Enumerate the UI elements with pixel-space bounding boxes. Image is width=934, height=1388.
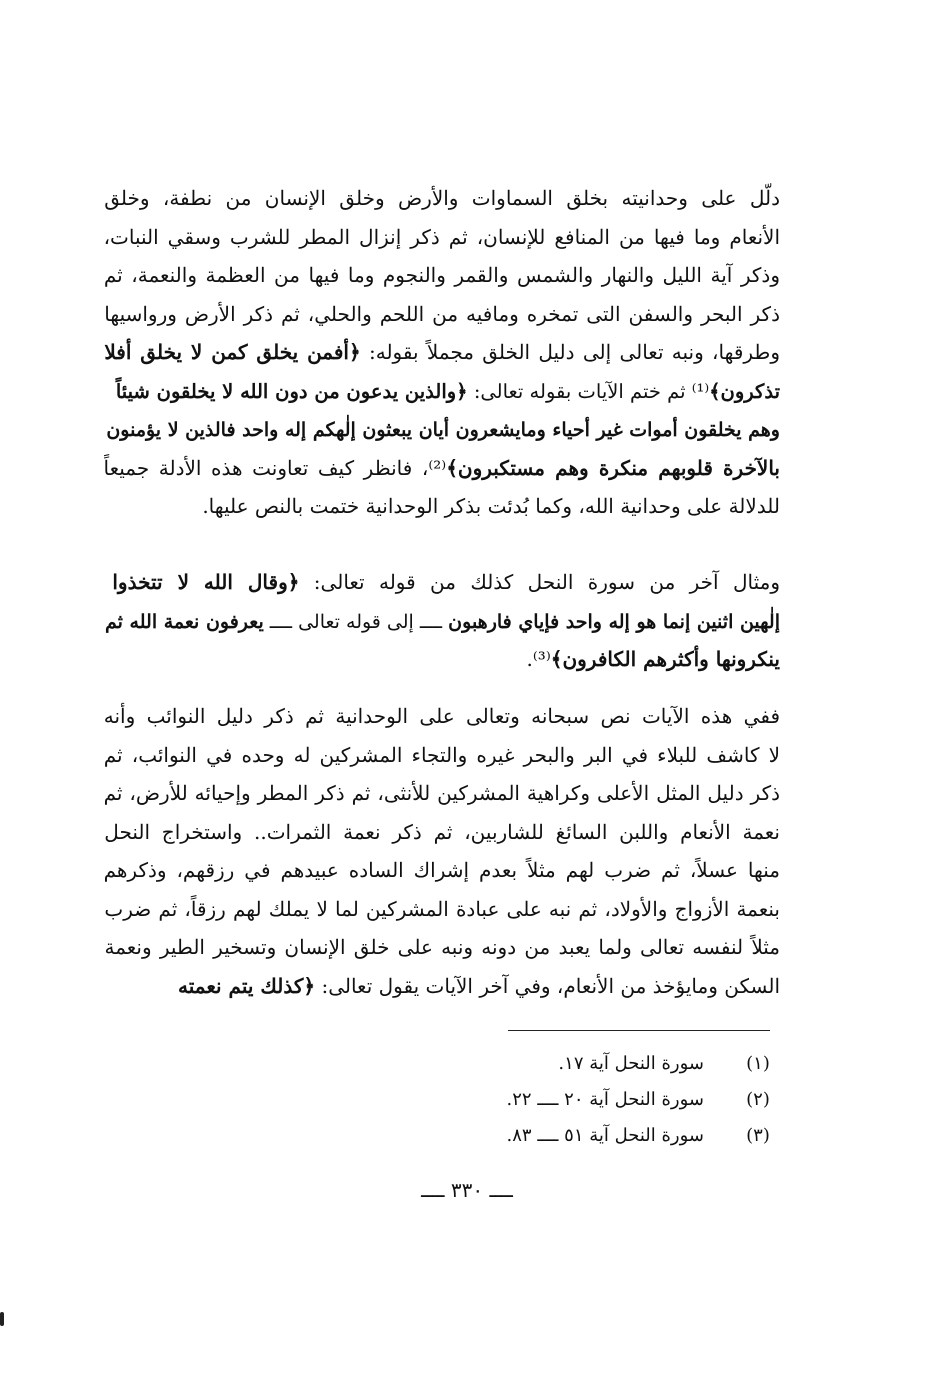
quran-verse-text: ﴿وقال الله لا تتخذوا [112,570,300,594]
quran-verse-text: ﴿والذين يدعون من دون الله لا يخلقون شيئاً [115,379,468,403]
text-line [104,928,780,967]
scan-artifact [0,1312,4,1326]
text-line-content [104,736,780,775]
quran-verse-text: بالآخرة قلوبهم منكرة وهم مستكبرون﴾ [446,455,780,480]
text-line-content [527,640,781,679]
footnote [420,1118,782,1154]
text-line [104,487,780,526]
quran-verse-text: ﴿أفمن يخلق كمن لا يخلق أفلا [104,340,361,364]
body-text: دلّل على وحدانيته بخلق السماوات والأرض وخلق الإنسان من نطفة، وخلق [104,186,780,210]
footnotes-list [420,1046,782,1154]
text-line-content [104,295,780,334]
body-text: ⁽²⁾، فانظر كيف تعاونت هذه الأدلة جميعاً [104,455,447,480]
text-line-content [112,563,780,602]
text-line-content [105,603,780,641]
quran-verse-text: يعرفون نعمة الله ثم [105,610,264,633]
body-text: لا كاشف للبلاء في البر والبحر غيره والتجاء المشركين له وحده في النوائب، ثم [104,742,780,767]
text-line [104,295,780,334]
text-line [104,179,780,218]
text-line [104,640,780,679]
text-line-content [178,967,780,1006]
text-line [104,449,780,488]
footnote-number: (٣) [746,1125,770,1146]
text-line [104,333,780,372]
quran-verse-text: إلٰهين اثنين إنما هو إله واحد فإياي فارهبون [448,610,780,633]
body-text: بنعمة الأزواج والأولاد، ثم نبه على عبادة المشركين لما لا يملك لهم رزقاً، ثم ضرب [104,896,780,921]
body-text: ــــ إلى قوله تعالى ــــ [263,610,449,633]
paragraph [104,697,780,1005]
body-text: ⁽¹⁾ ثم ختم الآيات بقوله تعالى: [467,379,710,403]
text-line-content [104,890,780,929]
text-line-content [104,928,780,967]
text-line-content [104,813,780,852]
page-number: ــــ ٣٣٠ ــــ [421,1178,513,1202]
paragraph [104,563,780,679]
body-text: ففي هذه الآيات نص سبحانه وتعالى على الوحدانية ثم ذكر دليل النوائب وأنه [104,704,780,728]
text-line [104,563,780,602]
text-line [104,967,780,1006]
footnote-number: (١) [746,1053,770,1074]
text-line [104,851,780,890]
text-line [104,602,780,641]
body-text: ومثال آخر من سورة النحل كذلك من قوله تعالى: [299,570,780,594]
body-text: الأنعام وما فيها من المنافع للإنسان، ثم ذكر إنزال المطر للشرب وسقي النبات، [104,224,780,249]
text-line-content [104,218,780,257]
text-line-content [104,179,780,218]
footnote-text: سورة النحل آية ١٧. [558,1053,704,1074]
text-line-content [104,697,780,736]
text-line [104,410,780,449]
text-line-content [104,851,780,890]
body-text: ذكر دليل المثل الأعلى وكراهية المشركين للأنثى، ثم ذكر المطر وإحيائه للأرض، ثم [104,781,780,805]
text-line-content [104,256,780,295]
text-line-content [116,373,780,411]
quran-verse-text: ﴿كذلك يتم نعمته [178,973,316,998]
text-line [104,256,780,295]
text-line [104,372,780,411]
body-text: السكن ومايؤخذ من الأنعام، وفي آخر الآيات يقول تعالى: [315,973,780,998]
quran-verse-text: وهم يخلقون أموات غير أحياء ومايشعرون أيان يبعثون إلٰهكم إله واحد فالذين لا يؤمنون [106,419,780,441]
footnote [420,1046,782,1082]
footnote-separator [508,1030,770,1031]
text-line-content [106,411,780,449]
body-text: نعمة الأنعام واللبن السائغ للشاربين، ثم ذكر نعمة الثمرات.. واستخراج النحل [104,819,780,844]
body-text: مثلاً لنفسه تعالى ولما يعبد من دونه ونبه على خلق الإنسان وتسخير الطير ونعمة [104,935,780,959]
footnote-text: سورة النحل آية ٥١ ــــ ٨٣. [506,1125,704,1146]
text-line [104,697,780,736]
footnote-number: (٢) [746,1089,770,1110]
footnote-text: سورة النحل آية ٢٠ ــــ ٢٢. [506,1089,704,1110]
text-line-content [104,774,780,813]
body-text: وطرقها، ونبه تعالى إلى دليل الخلق مجملاً بقوله: [360,340,780,364]
body-text: وذكر آية الليل والنهار والشمس والقمر والنجوم وما فيها من العظمة والنعمة، ثم [104,263,780,287]
text-line [104,218,780,257]
footnote [420,1082,782,1118]
body-text: منها عسلاً، ثم ضرب لهم مثلاً بعدم إشراك الساده عبيدهم في رزقهم، وذكرهم [104,858,780,882]
quran-verse-text: تذكرون﴾ [709,379,780,403]
paragraph [104,179,780,526]
body-text: ذكر البحر والسفن التى تمخره ومافيه من اللحم والحلي، ثم ذكر الأرض ورواسيها [104,301,780,326]
text-line-content [202,487,780,526]
quran-verse-text: ينكرونها وأكثرهم الكافرون﴾ [550,647,780,671]
text-line-content [104,449,780,488]
text-line [104,774,780,813]
text-line-content [104,333,780,372]
text-line [104,890,780,929]
text-line [104,736,780,775]
body-text: ⁽³⁾. [526,647,551,671]
text-line [104,813,780,852]
body-text: للدلالة على وحدانية الله، وكما بُدئت بذكر الوحدانية ختمت بالنص عليها. [202,494,780,518]
